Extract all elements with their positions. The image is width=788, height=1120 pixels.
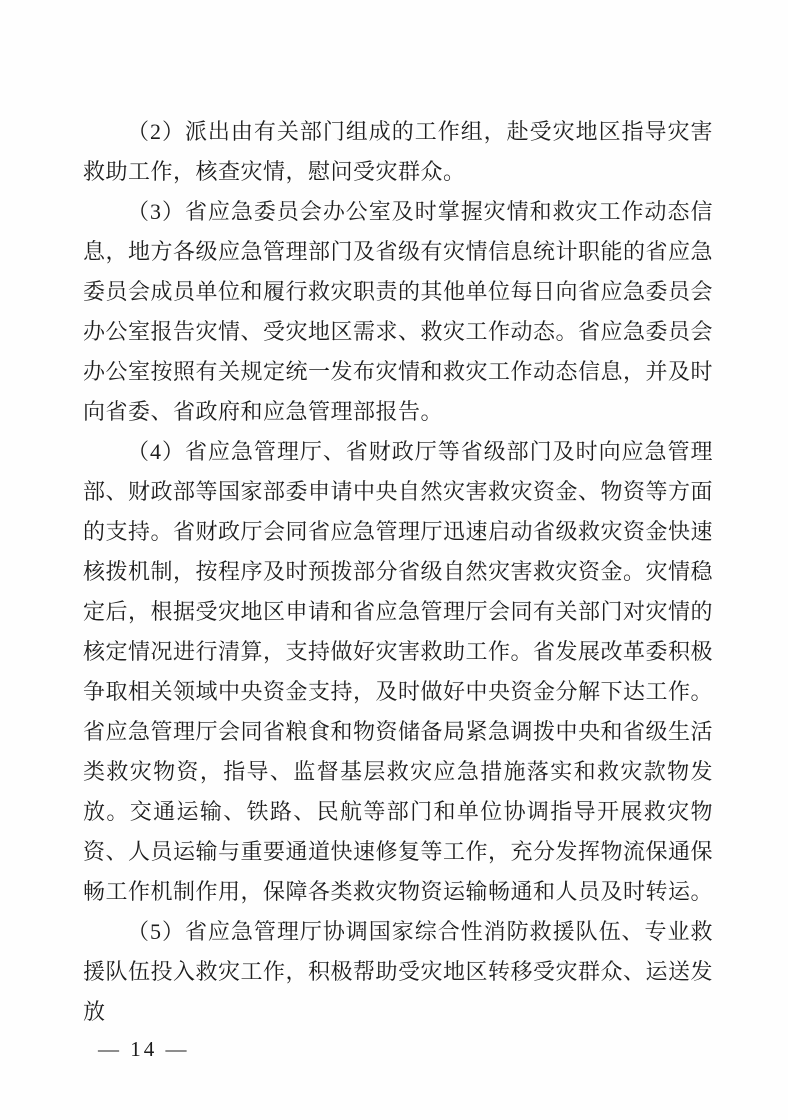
paragraph-item-5: （5）省应急管理厅协调国家综合性消防救援队伍、专业救援队伍投入救灾工作，积极帮助受灾地区转移受灾群众、运送发放 xyxy=(83,919,714,1024)
page-number: — 14 — xyxy=(98,1037,190,1061)
paragraph-item-4: （4）省应急管理厅、省财政厅等省级部门及时向应急管理部、财政部等国家部委申请中央自然灾害救灾资金、物资等方面的支持。省财政厅会同省应急管理厅迅速启动省级救灾资金快速核拨机制，按程序及时预拨部分省级自然灾害救灾资金。灾情稳定后，根据受灾地区申请和省应急管理厅会同有关部门对灾情的核定情况进行清算，支持做好灾害救助工作。省发展改革委积极争取相关领域中央资金支持，及时做好中央资金分解下达工作。省应急管理厅会同省粮食和物资储备局紧急调拨中央和省级生活类救灾物资，指导、监督基层救灾应急措施落实和救灾款物发放。交通运输、铁路、民航等部门和单位协调指导开展救灾物资、人员运输与重要通道快速修复等工作，充分发挥物流保通保畅工作机制作用，保障各类救灾物资运输畅通和人员及时转运。 xyxy=(83,439,714,904)
paragraph-item-3: （3）省应急委员会办公室及时掌握灾情和救灾工作动态信息，地方各级应急管理部门及省级有灾情信息统计职能的省应急委员会成员单位和履行救灾职责的其他单位每日向省应急委员会办公室报告灾情、受灾地区需求、救灾工作动态。省应急委员会办公室按照有关规定统一发布灾情和救灾工作动态信息，并及时向省委、省政府和应急管理部报告。 xyxy=(83,199,714,424)
document-text-block xyxy=(83,112,713,1032)
paragraph-item-2: （2）派出由有关部门组成的工作组，赴受灾地区指导灾害救助工作，核查灾情，慰问受灾群众。 xyxy=(83,119,713,184)
